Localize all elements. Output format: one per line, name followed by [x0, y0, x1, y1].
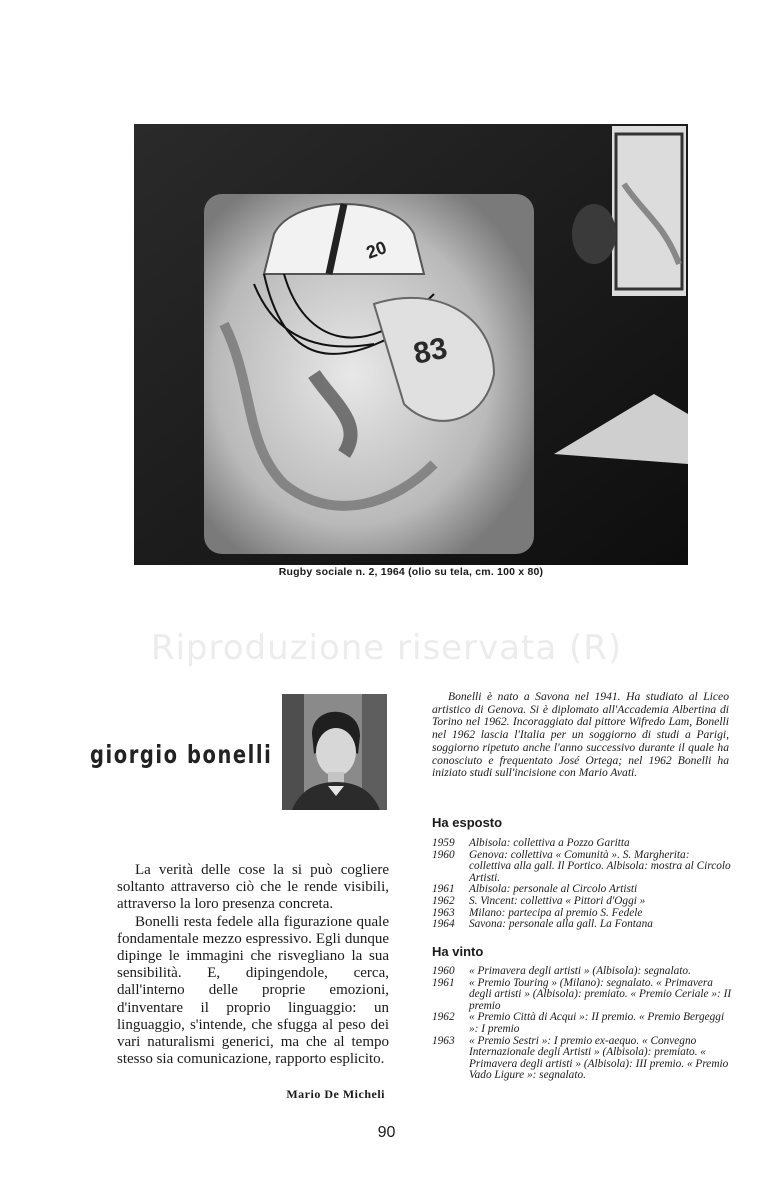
page-number: 90 [377, 1124, 396, 1141]
won-entry [432, 1036, 732, 1082]
artist-portrait-photo [282, 694, 387, 810]
won-heading: Ha vinto [432, 944, 484, 959]
entry-text: Savona: personale alla gall. La Fontana [469, 918, 653, 931]
exhibited-entry [432, 919, 732, 931]
won-list [432, 966, 732, 1082]
entry-text: Genova: collettiva « Comunità ». S. Margherita: collettiva alla gall. Il Portico. Albisola: mostra al Circolo Artisti. [469, 848, 731, 884]
entry-text: « Premio Città di Acqui »: II premio. « Premio Bergeggi »: I premio [469, 1011, 725, 1035]
entry-year: 1961 [432, 976, 455, 989]
watermark: Riproduzione riservata (R) [150, 628, 623, 668]
painting-image [134, 124, 688, 565]
intro-text [117, 862, 389, 1068]
exhibited-entry [432, 896, 732, 908]
intro-paragraph: La verità delle cose la si può cogliere soltanto attraverso ciò che le rende visibili, attraverso la loro presenza concreta. [117, 862, 389, 913]
entry-year: 1961 [432, 883, 455, 896]
exhibited-entry [432, 838, 732, 850]
bio-paragraph: Bonelli è nato a Savona nel 1941. Ha studiato al Liceo artistico di Genova. Si è diplomato all'Accademia Albertina di Torino nel 1962. Incoraggiato dal pittore Wifredo Lam, Bonelli nel 1962 lascia l'Italia per un soggiorno di studi a Parigi, soggiorno ripetuto anche l'anno successivo durante il quale ha conosciuto e frequentato José Ortega; nel 1962 Bonelli ha iniziato studi sull'incisione con Mario Avati. [432, 690, 729, 780]
entry-year: 1963 [432, 906, 455, 919]
painting-caption: Rugby sociale n. 2, 1964 (olio su tela, cm. 100 x 80) [278, 566, 544, 578]
entry-year: 1962 [432, 1011, 455, 1024]
artist-biography [432, 691, 729, 780]
entry-year: 1960 [432, 848, 455, 861]
entry-text: Milano: partecipa al premio S. Fedele [469, 906, 643, 919]
entry-text: Albisola: collettiva a Pozzo Garitta [469, 837, 630, 849]
entry-text: S. Vincent: collettiva « Pittori d'Oggi » [469, 894, 646, 907]
author-signature: Mario De Micheli [286, 1087, 385, 1101]
entry-text: Albisola: personale al Circolo Artisti [469, 883, 638, 896]
exhibited-list [432, 838, 732, 931]
helmet-number: 20 [363, 237, 390, 263]
won-entry [432, 966, 732, 978]
entry-year: 1964 [432, 918, 455, 931]
exhibited-heading: Ha esposto [432, 815, 503, 830]
won-entry [432, 1012, 732, 1035]
entry-year: 1959 [432, 837, 455, 849]
artist-name-heading: giorgio bonelli [90, 740, 273, 769]
entry-text: « Premio Sestri »: I premio ex-aequo. « Convegno Internazionale degli Artisti » (Albisola): premiato. « Primavera degli artisti » (Albisola): III premio. « Premio Vado Ligure »: segnalato. [469, 1034, 729, 1082]
entry-text: « Premio Touring » (Milano): segnalato. « Primavera degli artisti » (Albisola): premiato. « Premio Ceriale »: II premio [469, 976, 732, 1012]
entry-text: « Primavera degli artisti » (Albisola): segnalato. [469, 965, 691, 977]
exhibited-entry [432, 850, 732, 885]
entry-year: 1963 [432, 1034, 455, 1047]
entry-year: 1962 [432, 894, 455, 907]
entry-year: 1960 [432, 965, 455, 977]
won-entry [432, 978, 732, 1013]
jersey-number: 83 [410, 331, 451, 371]
intro-paragraph: Bonelli resta fedele alla figurazione quale fondamentale mezzo espressivo. Egli dunque dipinge le immagini che risvegliano la sua sensibilità. E, dipingendole, cerca, dall'interno delle proprie emozioni, d'inventare il proprio linguaggio: un linguaggio, s'intende, che sfugga al peso dei vari naturalismi generici, ma che al tempo stesso sia comunicazione, rapporto esplicito. [117, 913, 389, 1068]
